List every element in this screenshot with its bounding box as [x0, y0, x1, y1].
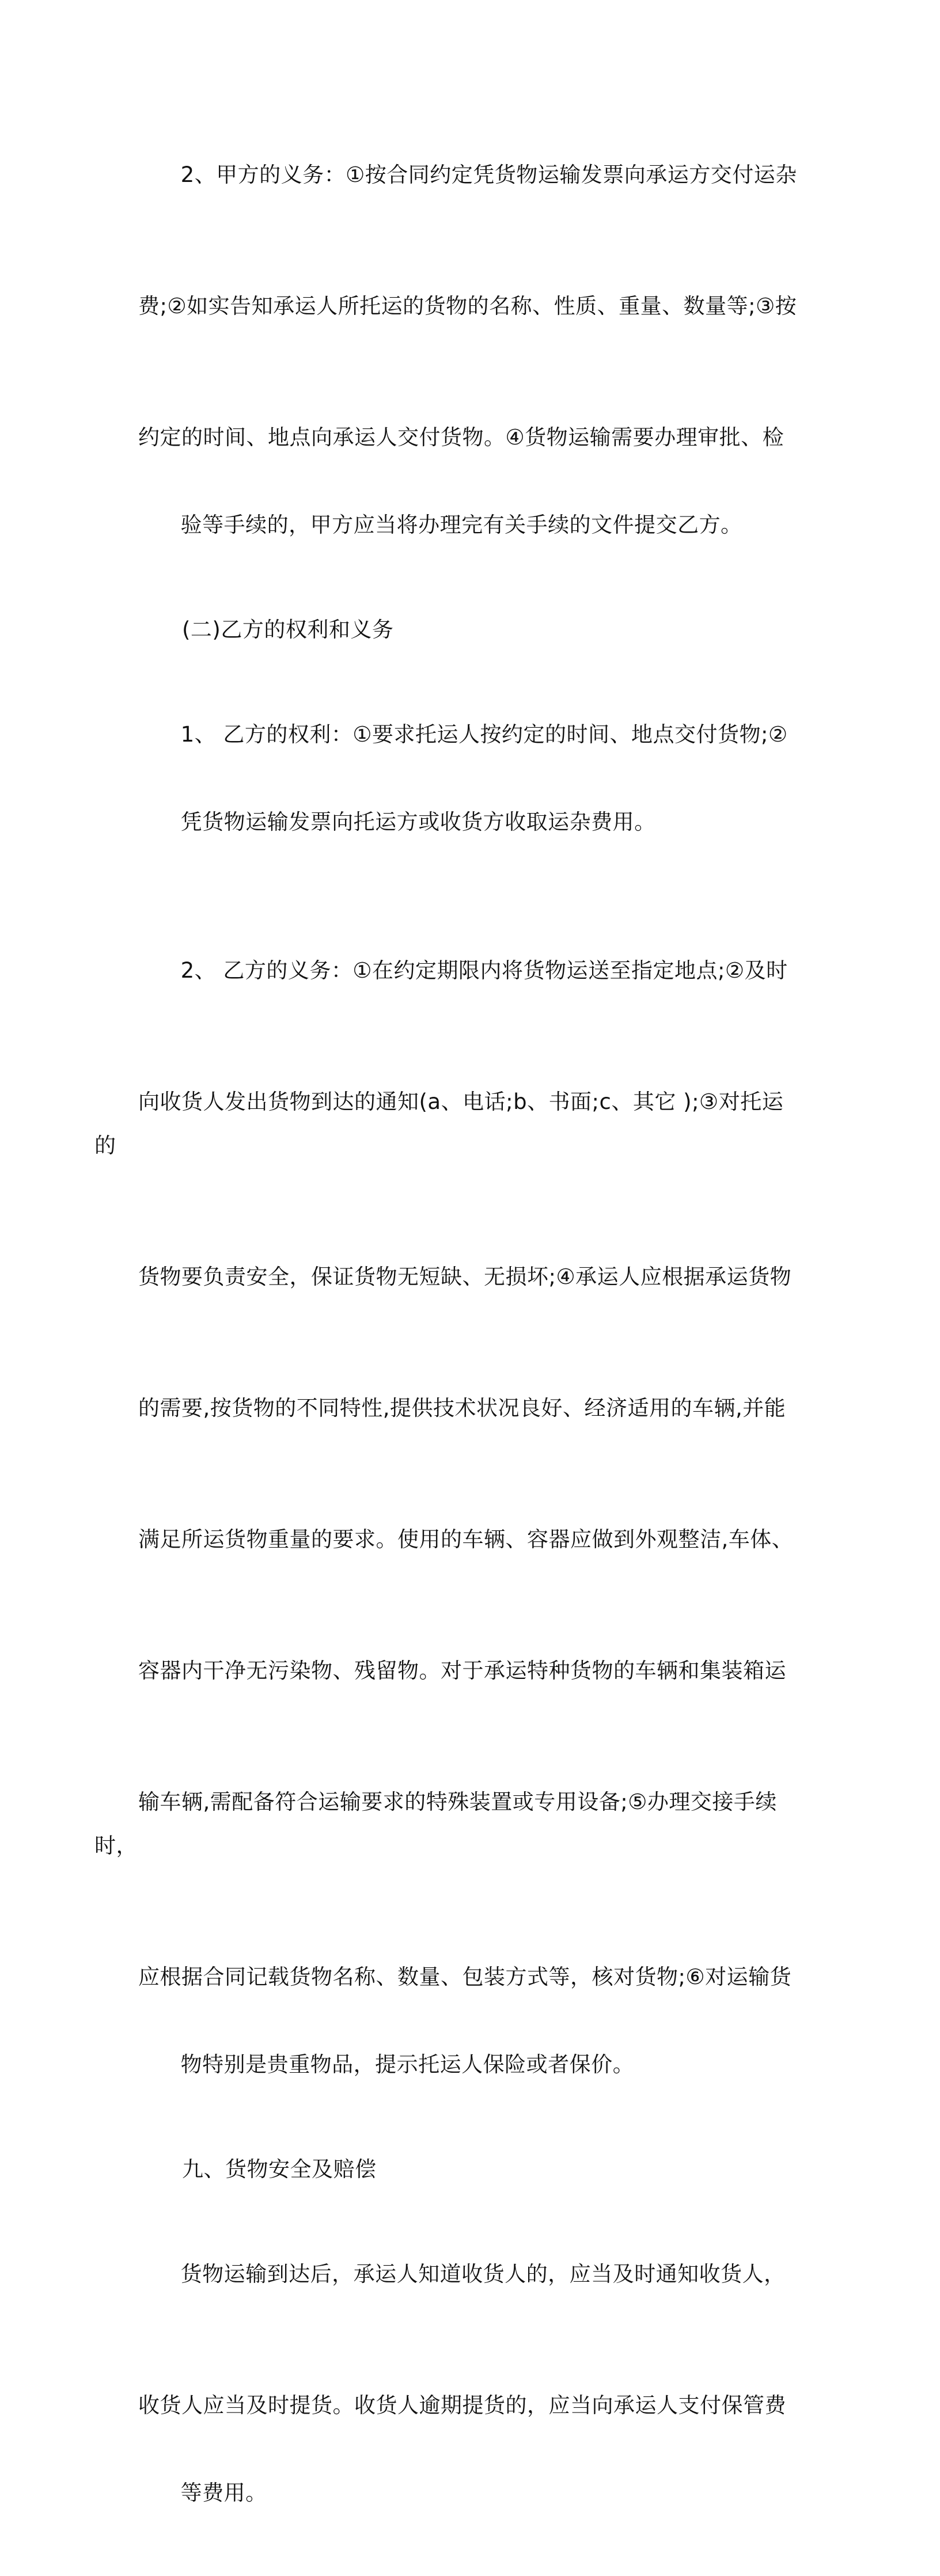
paragraph-cargo-arrival	[138, 2209, 801, 2559]
paragraph-party-a-obligations	[138, 109, 801, 591]
heading-text: (二)乙方的权利和义务	[182, 617, 394, 642]
paragraph-party-b-rights	[138, 669, 801, 888]
text-line: 验等手续的，甲方应当将办理完有关手续的文件提交乙方。	[180, 512, 742, 537]
text-line: 2、 乙方的义务：①在约定期限内将货物运送至指定地点;②及时	[180, 958, 788, 983]
text-line: 输车辆,需配备符合运输要求的特殊装置或专用设备;⑤办理交接手续时，	[94, 1789, 777, 1858]
section-heading-cargo-safety	[138, 2148, 801, 2191]
text-line: 的需要,按货物的不同特性,提供技术状况良好、经济适用的车辆,并能	[138, 1396, 786, 1420]
text-line: 凭货物运输发票向托运方或收货方收取运杂费用。	[180, 810, 656, 834]
paragraph-party-b-obligations	[94, 905, 801, 2130]
text-line: 向收货人发出货物到达的通知(a、电话;b、书面;c、其它 );③对托运的	[94, 1089, 784, 1158]
text-line: 货物运输到达后，承运人知道收货人的，应当及时通知收货人，	[180, 2262, 786, 2286]
text-line: 1、 乙方的权利：①要求托运人按约定的时间、地点交付货物;②	[180, 722, 788, 747]
text-line: 满足所运货物重量的要求。使用的车辆、容器应做到外观整洁,车体、	[138, 1527, 794, 1552]
text-line: 货物要负责安全，保证货物无短缺、无损坏;④承运人应根据承运货物	[138, 1264, 792, 1289]
text-line: 物特别是贵重物品，提示托运人保险或者保价。	[180, 2052, 635, 2077]
section-heading-party-b-rights	[138, 608, 801, 652]
document-body	[94, 109, 801, 2576]
heading-text: 九、货物安全及赔偿	[182, 2157, 377, 2182]
text-line: 约定的时间、地点向承运人交付货物。④货物运输需要办理审批、检	[138, 425, 784, 450]
text-line: 应根据合同记载货物名称、数量、包装方式等，核对货物;⑥对运输货	[138, 1965, 792, 1989]
text-line: 等费用。	[180, 2480, 267, 2505]
text-line: 收货人应当及时提货。收货人逾期提货的，应当向承运人支付保管费	[138, 2393, 786, 2418]
text-line: 2、甲方的义务：①按合同约定凭货物运输发票向承运方交付运杂	[180, 162, 797, 187]
text-line: 费;②如实告知承运人所托运的货物的名称、性质、重量、数量等;③按	[138, 294, 797, 318]
text-line: 容器内干净无污染物、残留物。对于承运特种货物的车辆和集装箱运	[138, 1658, 786, 1683]
